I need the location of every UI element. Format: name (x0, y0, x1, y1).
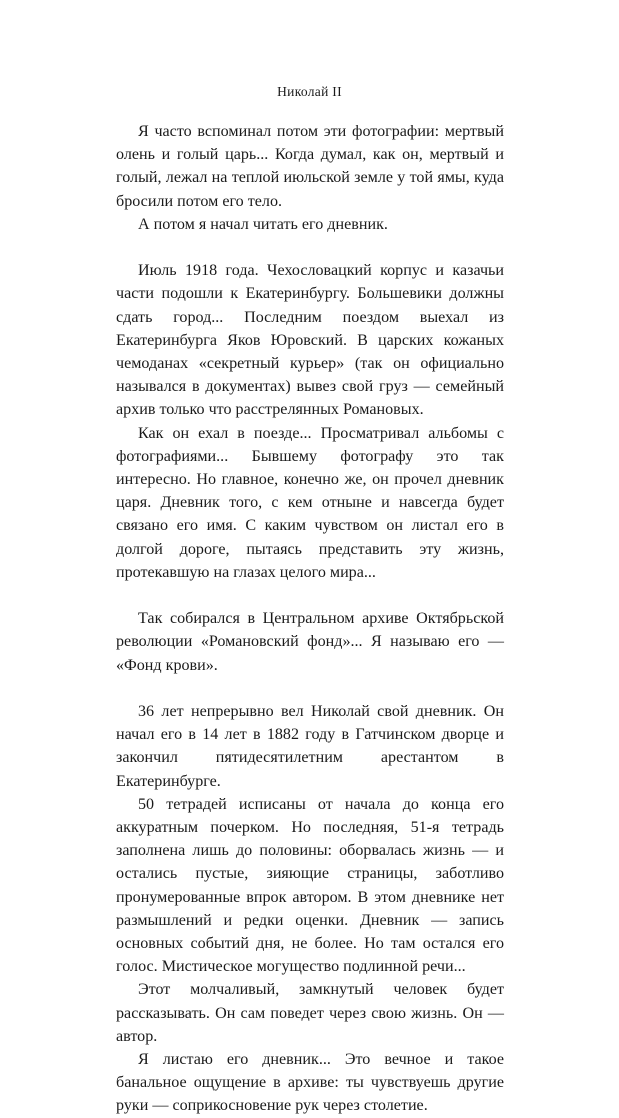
running-head: Николай II (277, 84, 342, 99)
section-break (116, 677, 504, 700)
paragraph: Я листаю его дневник... Это вечное и такое банальное ощущение в архиве: ты чувствуешь другие руки — соприкосновение рук через столетие. (116, 1051, 504, 1115)
section-break (116, 236, 504, 259)
section-break (116, 584, 504, 607)
body-text (116, 120, 504, 1118)
paragraph: А потом я начал читать его дневник. (138, 215, 388, 233)
paragraph: Июль 1918 года. Чехословацкий корпус и казачьи части подошли к Екатеринбургу. Большевики должны сдать город... Последним поездом выехал из Екатеринбурга Яков Юровский. В царских кожаных чемоданах «секретный курьер» (так он официально назывался в документах) вывез свой груз — семейный архив только что расстрелянных Романовых. (116, 262, 504, 419)
paragraph: Я часто вспоминал потом эти фотографии: мертвый олень и голый царь... Когда думал, как он, мертвый и голый, лежал на теплой июльской земле у той ямы, куда бросили потом его тело. (116, 123, 504, 210)
paragraph: Этот молчаливый, замкнутый человек будет рассказывать. Он сам поведет через свою жизнь. Он — автор. (116, 981, 504, 1045)
paragraph: 50 тетрадей исписаны от начала до конца его аккуратным почерком. Но последняя, 51-я тетрадь заполнена лишь до половины: оборвалась жизнь — и остались пустые, зияющие страницы, заботливо пронумерованные впрок автором. В этом дневнике нет размышлений и редки оценки. Дневник — запись основных событий дня, не более. Но там остался его голос. Мистическое могущество подлинной речи... (116, 795, 504, 976)
paragraph: Так собирался в Центральном архиве Октябрьской революции «Романовский фонд»... Я называю его — «Фонд крови». (116, 610, 504, 674)
paragraph: Как он ехал в поезде... Просматривал альбомы с фотографиями... Бывшему фотографу это так интересно. Но главное, конечно же, он прочел дневник царя. Дневник того, с кем отныне и навсегда будет связано его имя. С каким чувством он листал его в долгой дороге, пытаясь представить эту жизнь, протекавшую на глазах целого мира... (116, 424, 504, 581)
paragraph: 36 лет непрерывно вел Николай свой дневник. Он начал его в 14 лет в 1882 году в Гатчинском дворце и закончил пятидесятилетним арестантом в Екатеринбурге. (116, 703, 504, 790)
